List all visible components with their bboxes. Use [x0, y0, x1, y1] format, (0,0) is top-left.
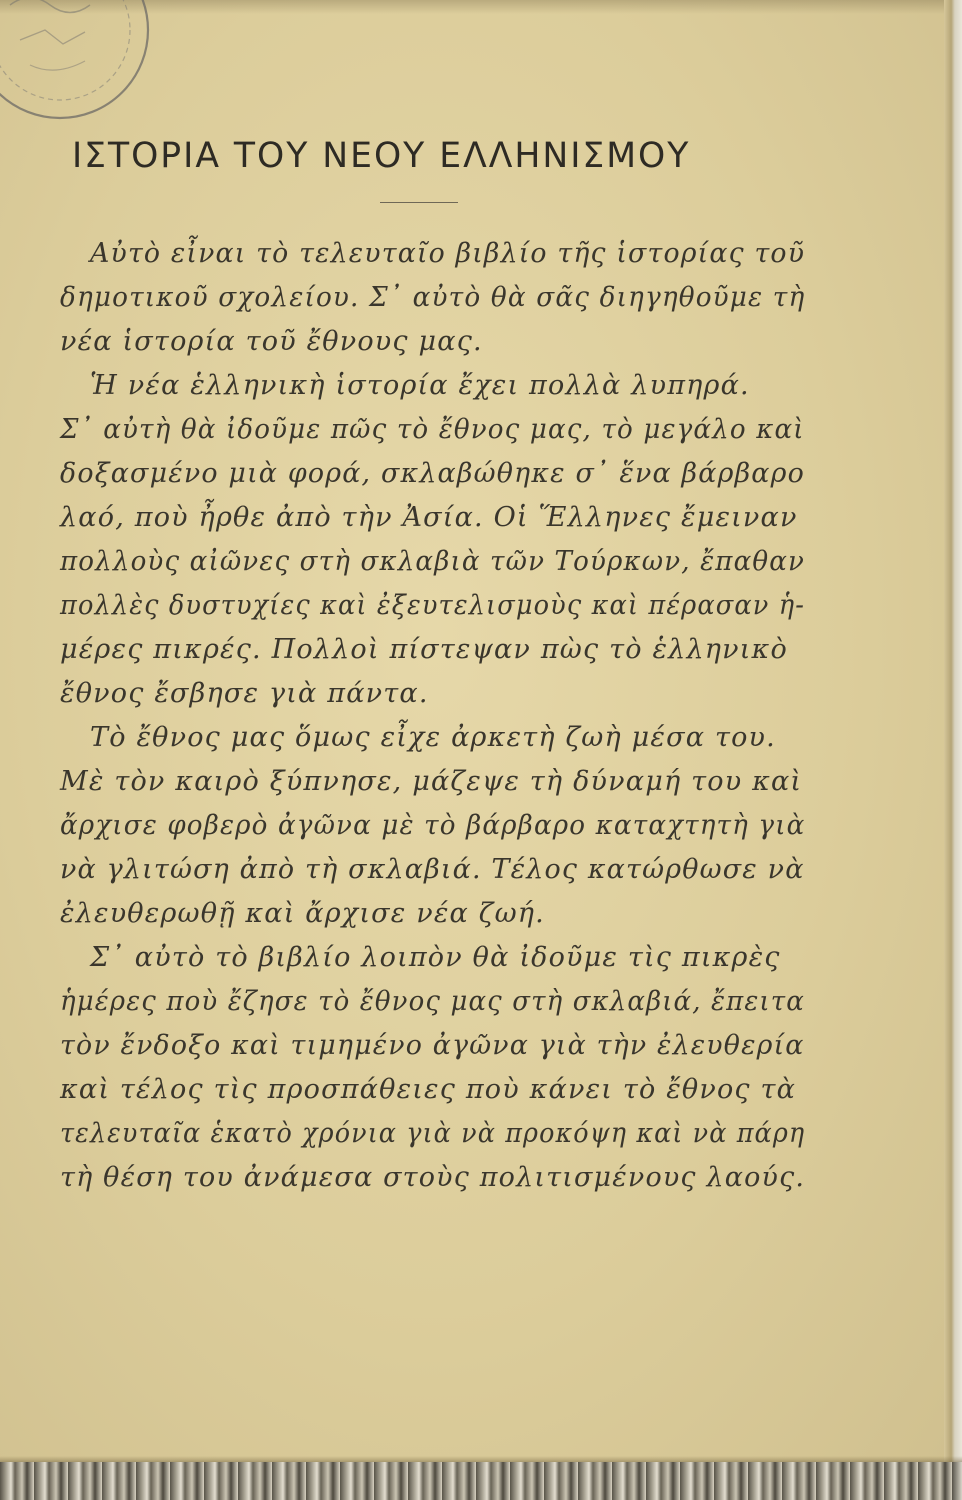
text-line: Τὸ ἔθνος μας ὅμως εἶχε ἀρκετὴ ζωὴ μέσα του. [90, 722, 776, 753]
text-line: ἔθνος ἔσβησε γιὰ πάντα. [60, 678, 429, 709]
title-divider [380, 202, 458, 203]
text-line: δοξασμένο μιὰ φορά, σκλαβώθηκε σ᾿ ἕνα βάρβαρο [60, 458, 805, 489]
text-line: τὴ θέση του ἀνάμεσα στοὺς πολιτισμένους λαούς. [60, 1162, 806, 1193]
text-line: τελευταῖα ἑκατὸ χρόνια γιὰ νὰ προκόψη καὶ νὰ πάρη [60, 1118, 806, 1149]
text-line: ἡμέρες ποὺ ἔζησε τὸ ἔθνος μας στὴ σκλαβιά, ἔπειτα [60, 986, 805, 1017]
page-title: ΙΣΤΟΡΙΑ ΤΟΥ ΝΕΟΥ ΕΛΛΗΝΙΣΜΟΥ [72, 136, 691, 176]
text-line: Μὲ τὸν καιρὸ ξύπνησε, μάζεψε τὴ δύναμή του καὶ [60, 766, 803, 797]
text-line: νέα ἱστορία τοῦ ἔθνους μας. [60, 326, 483, 357]
text-line: Σ᾿ αὐτὴ θὰ ἰδοῦμε πῶς τὸ ἔθνος μας, τὸ μεγάλο καὶ [60, 414, 805, 445]
cover-edge-strip [0, 1462, 962, 1500]
library-stamp [0, 0, 160, 135]
text-line: Ἡ νέα ἑλληνικὴ ἱστορία ἔχει πολλὰ λυπηρά. [90, 370, 750, 401]
text-line: ἐλευθερωθῇ καὶ ἄρχισε νέα ζωή. [60, 898, 545, 929]
text-line: πολλὲς δυστυχίες καὶ ἐξευτελισμοὺς καὶ πέρασαν ἡ- [60, 590, 806, 621]
text-line: ἄρχισε φοβερὸ ἀγῶνα μὲ τὸ βάρβαρο καταχτητὴ γιὰ [60, 810, 806, 841]
text-line: Σ᾿ αὐτὸ τὸ βιβλίο λοιπὸν θὰ ἰδοῦμε τὶς πικρὲς [90, 942, 781, 973]
text-line: λαό, ποὺ ἦρθε ἀπὸ τὴν Ἀσία. Οἱ Ἕλληνες ἔμειναν [60, 502, 798, 533]
text-line: πολλοὺς αἰῶνες στὴ σκλαβιὰ τῶν Τούρκων, ἔπαθαν [60, 546, 806, 577]
text-line: καὶ τέλος τὶς προσπάθειες ποὺ κάνει τὸ ἔθνος τὰ [60, 1074, 797, 1105]
text-line: Αὐτὸ εἶναι τὸ τελευταῖο βιβλίο τῆς ἱστορίας τοῦ [90, 238, 806, 269]
text-line: μέρες πικρές. Πολλοὶ πίστεψαν πὼς τὸ ἑλληνικὸ [60, 634, 788, 665]
page-edge [944, 0, 962, 1500]
text-line: δημοτικοῦ σχολείου. Σ᾿ αὐτὸ θὰ σᾶς διηγηθοῦμε τὴ [60, 282, 806, 313]
text-line: νὰ γλιτώση ἀπὸ τὴ σκλαβιά. Τέλος κατώρθωσε νὰ [60, 854, 805, 885]
text-line: τὸν ἔνδοξο καὶ τιμημένο ἀγῶνα γιὰ τὴν ἐλευθερία [60, 1030, 805, 1061]
